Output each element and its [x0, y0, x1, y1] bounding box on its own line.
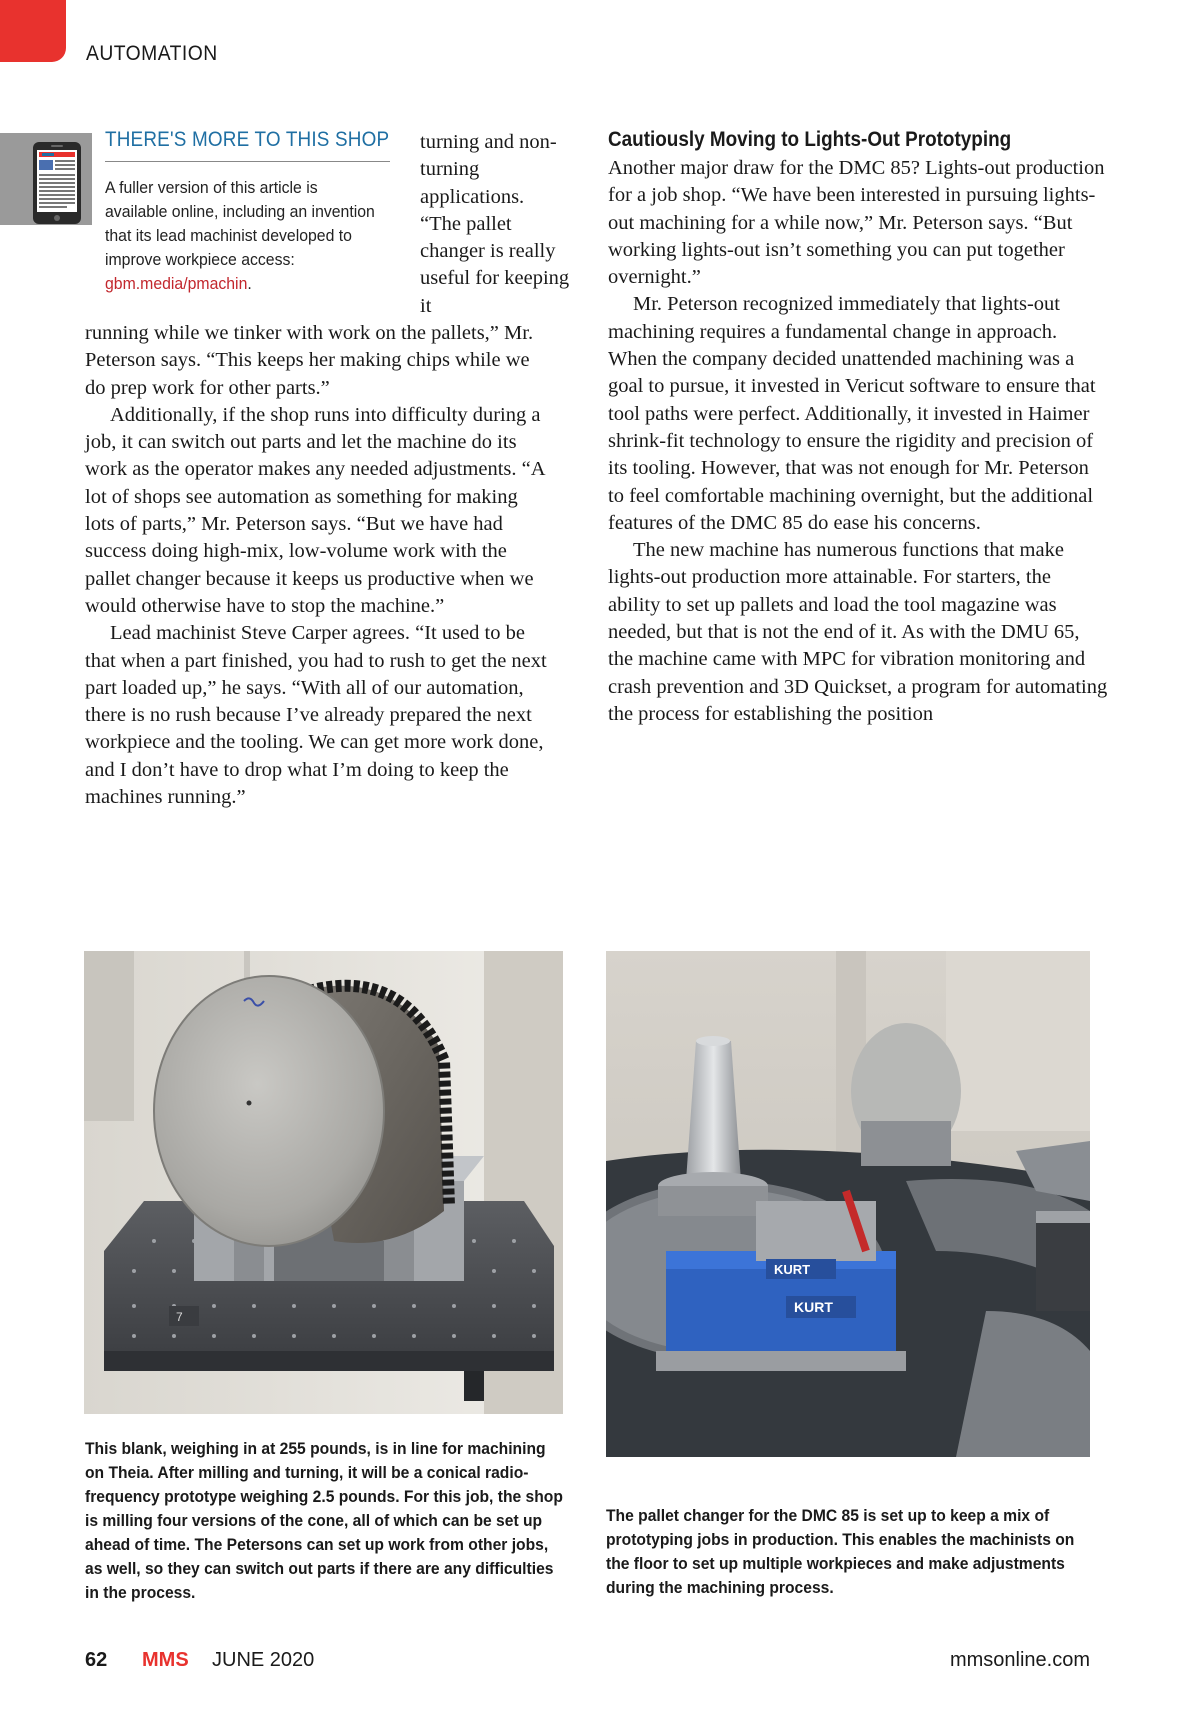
- caption-left: This blank, weighing in at 255 pounds, is in line for machining on Theia. After milling and turning, it will be a conical radio-frequency prototype weighing 2.5 pounds. For this job, the shop is milling four versions of the cone, all of which can be set up ahead of time. The Petersons can set up work from other jobs, as well, so they can switch out parts if there are any difficulties in the process.: [85, 1439, 563, 1602]
- sidebar-divider: [105, 161, 390, 162]
- right-paragraph-1: Another major draw for the DMC 85? Lights-out production for a job shop. “We have been interested in pursuing lights-out machining for a while now,” Mr. Peterson says. “But working lights-out isn’t something you can put together overnight.”: [608, 157, 1105, 289]
- left-paragraph-1: running while we tinker with work on the pallets,” Mr. Peterson says. “This keeps her making chips while we do prep work for other parts.”: [85, 322, 534, 399]
- page-number: 62: [85, 1649, 108, 1671]
- left-paragraph-2: Additionally, if the shop runs into difficulty during a job, it can switch out parts and let the machine do its work as the operator makes any needed adjustments. “A lot of shops see automation as something for making lots of parts,” Mr. Peterson says. “But we have had success doing high-mix, low-volume work with the pallet changer because it keeps us productive when we would otherwise have to stop the machine.”: [85, 403, 545, 617]
- sidebar-body: [105, 176, 384, 296]
- issue-date: JUNE 2020: [212, 1649, 315, 1671]
- sidebar-body-text: A fuller version of this article is available online, including an invention that its lead machinist developed to improve workpiece access:: [105, 178, 375, 269]
- narrow-paragraph: turning and non-turning applications. “The pallet changer is really useful for keeping it: [420, 131, 570, 317]
- narrow-text-column: [420, 129, 570, 320]
- photo-pallet-changer: [606, 951, 1090, 1457]
- section-label: AUTOMATION: [86, 42, 218, 65]
- right-paragraph-3: The new machine has numerous functions that make lights-out production more attainable. For starters, the ability to set up pallets and load the tool magazine was needed, but that is not the end of it. As with the DMU 65, the machine came with MPC for vibration monitoring and crash prevention and 3D Quickset, a program for automating the process for establishing the position: [608, 539, 1108, 725]
- vise-brand-label-1: KURT: [774, 1262, 811, 1277]
- magazine-brand: MMS: [142, 1649, 189, 1671]
- right-text-column: [608, 155, 1108, 728]
- fixture-marking: 7: [176, 1310, 183, 1324]
- vise-brand-label-2: KURT: [794, 1299, 833, 1315]
- page-footer: [85, 1649, 1090, 1679]
- caption-right: The pallet changer for the DMC 85 is set up to keep a mix of prototyping jobs in production. This enables the machinists on the floor to set up multiple workpieces and make adjustments during the machining process.: [606, 1506, 1075, 1597]
- sidebar-link[interactable]: gbm.media/pmachin: [105, 274, 248, 293]
- sidebar-title: THERE'S MORE TO THIS SHOP: [105, 128, 390, 151]
- section-color-tab: [0, 0, 66, 62]
- left-text-column: [85, 320, 550, 811]
- left-paragraph-3: Lead machinist Steve Carper agrees. “It used to be that when a part finished, you had to rush to get the next part loaded up,” he says. “With all of our automation, there is no rush because I’ve already prepared the next workpiece and the tooling. We can get more work done, and I don’t have to drop what I’m doing to keep the machines running.”: [85, 622, 547, 809]
- right-paragraph-2: Mr. Peterson recognized immediately that lights-out machining requires a fundamental change in approach. When the company decided unattended machining was a goal to pursue, it invested in Vericut software to ensure that tool paths were perfect. Additionally, it invested in Haimer shrink-fit technology to ensure the rigidity and precision of its tooling. However, that was not enough for Mr. Peterson to feel comfortable machining overnight, but the additional features of the DMC 85 do ease his concerns.: [608, 293, 1096, 534]
- smartphone-icon: [32, 141, 82, 225]
- sidebar-body-tail: .: [247, 274, 252, 293]
- right-column-heading: Cautiously Moving to Lights-Out Prototyping: [608, 128, 1012, 151]
- photo-cylinder-blank: [84, 951, 563, 1414]
- website-url[interactable]: mmsonline.com: [949, 1649, 1090, 1671]
